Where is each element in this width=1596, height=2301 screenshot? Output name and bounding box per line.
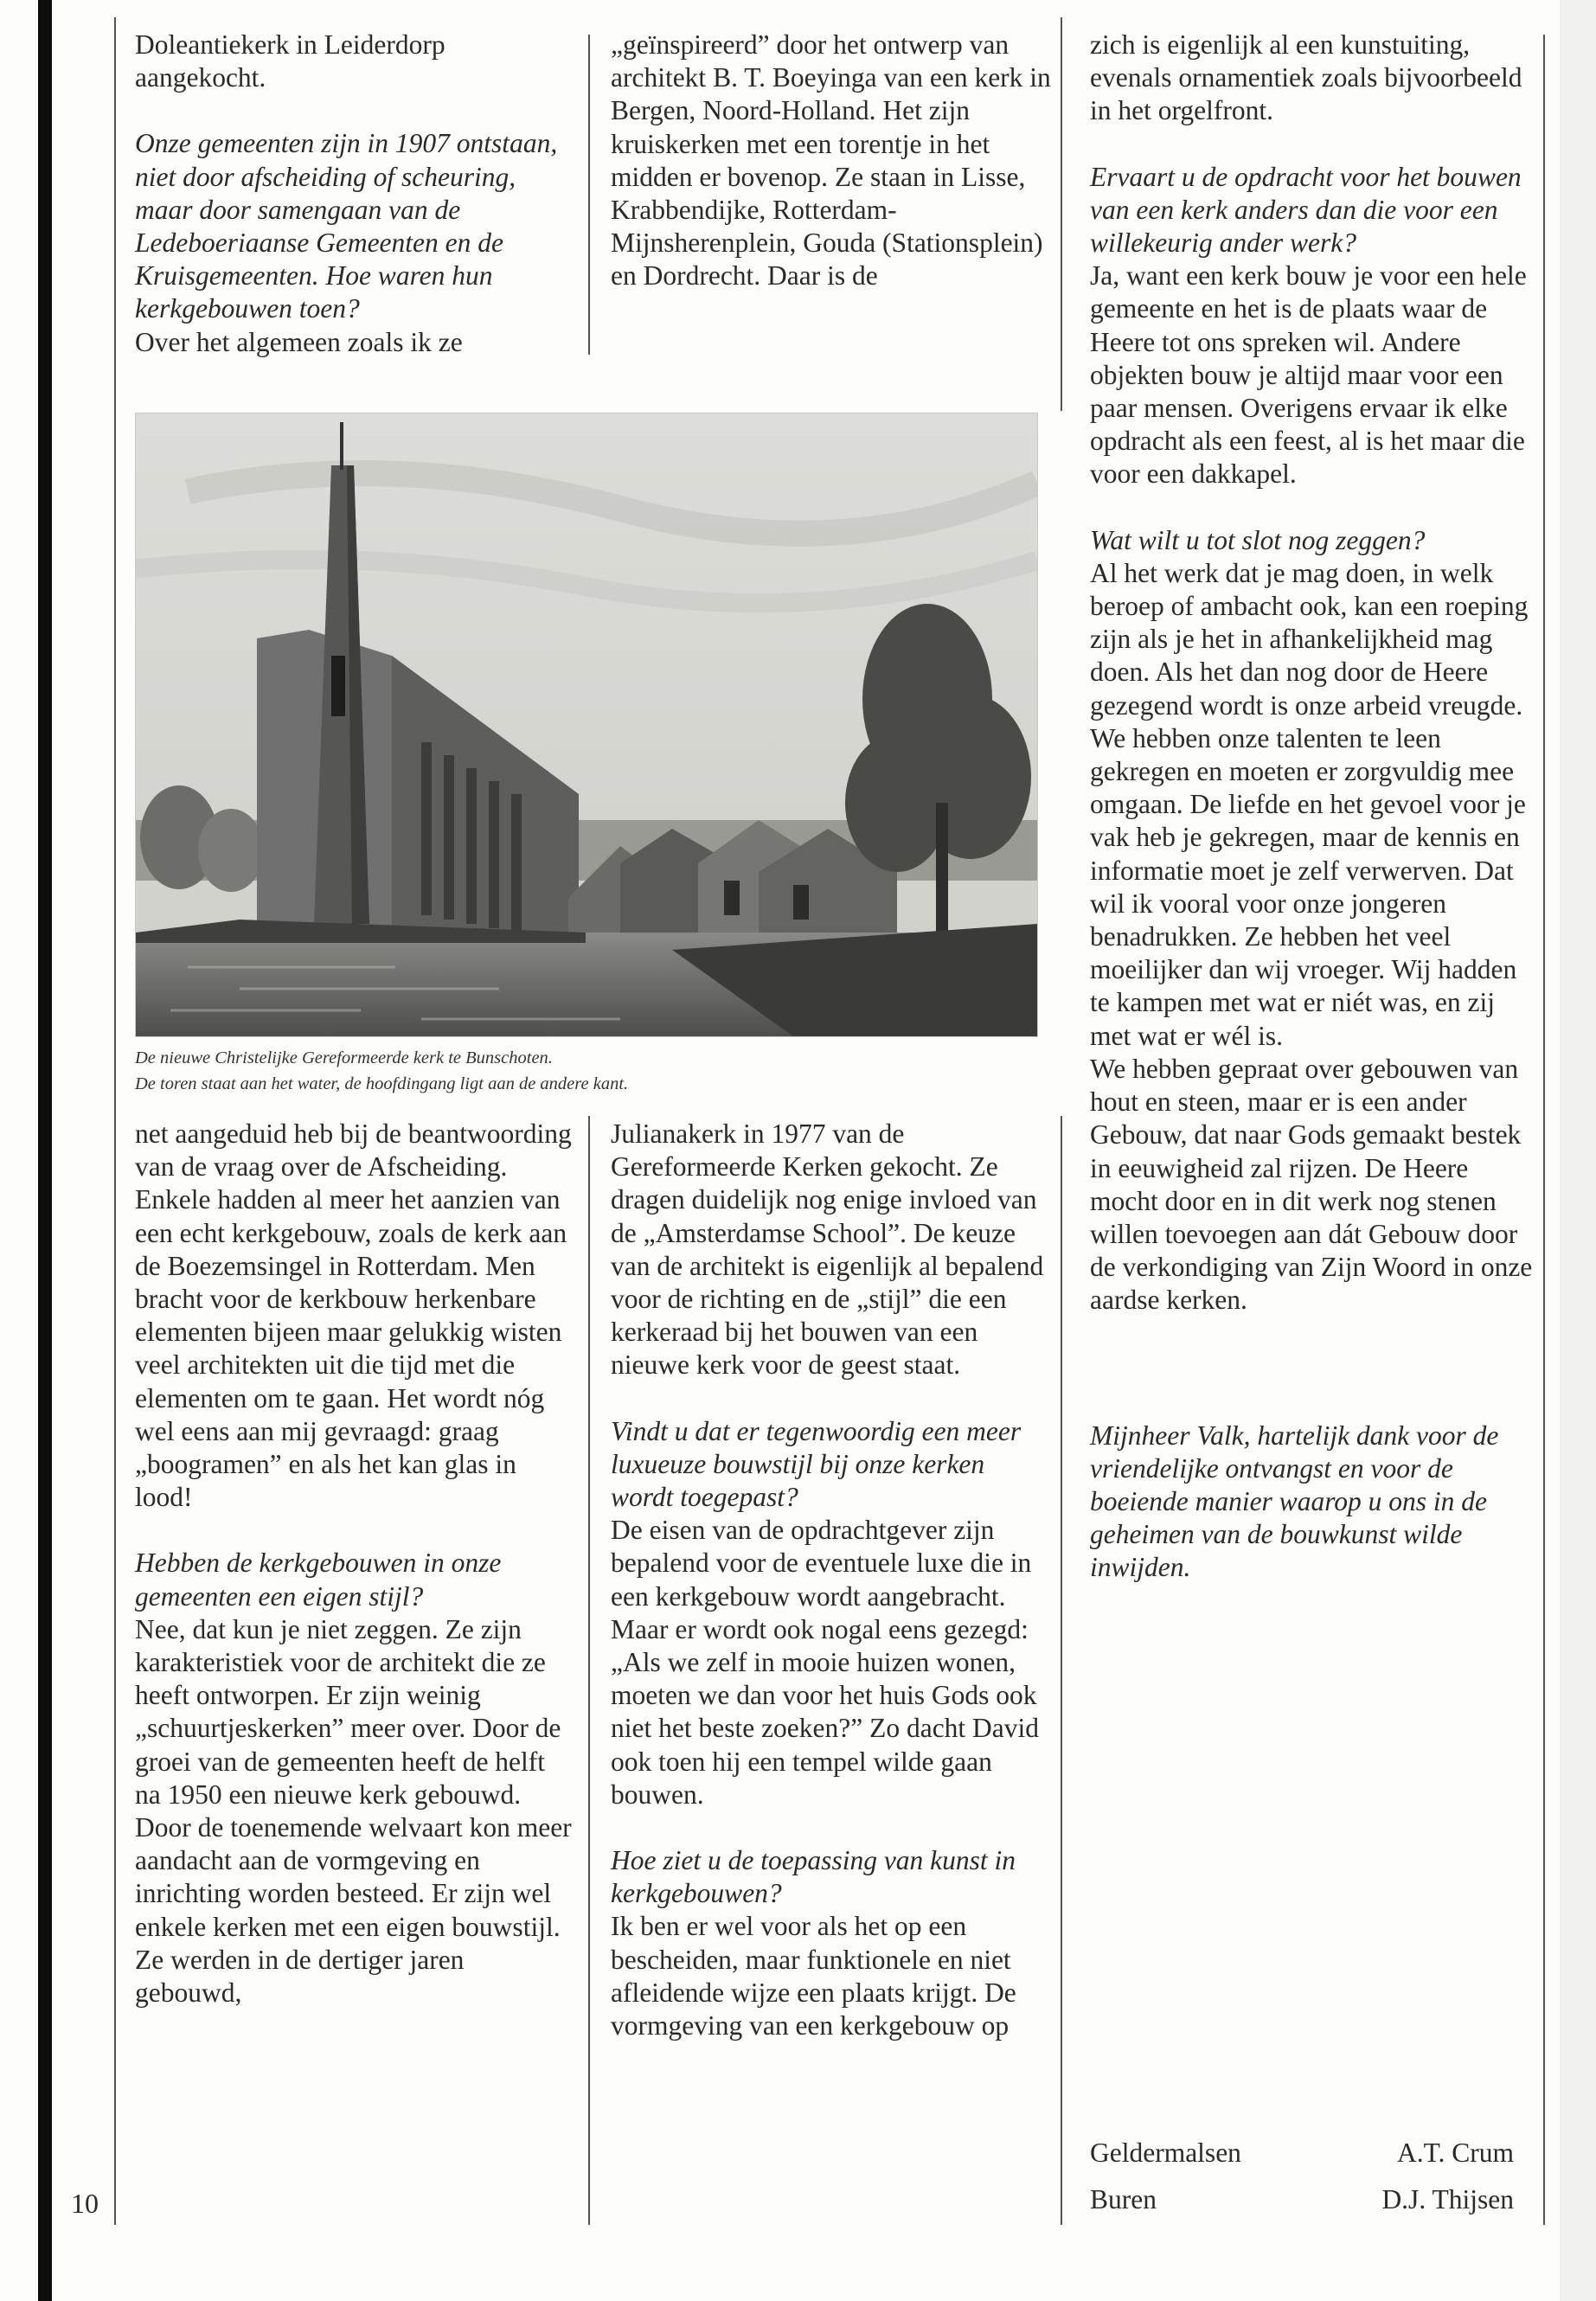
- church-illustration: [135, 413, 1038, 1037]
- scan-edge-right: [1560, 0, 1596, 2301]
- interview-question: Hebben de kerkgebouwen in onze gemeenten een eigen stijl?: [135, 1548, 502, 1612]
- paragraph: [1090, 161, 1533, 491]
- church-drawing: [136, 413, 1037, 1036]
- column-2-top: [611, 29, 1052, 293]
- column-1-bottom: [135, 1118, 576, 2009]
- column-rule-2-top: [1061, 17, 1062, 411]
- interview-answer: Al het werk dat je mag doen, in welk beroep of ambacht ook, kan een roeping zijn als je het in afhankelijkheid mag doen. Als het dan nog door de Heere gezegend wordt is onze arbeid vreugde. We hebben onze talenten te leen gekregen en moeten er zorgvuldig mee omgaan. De liefde en het gevoel voor je vak heb je gekregen, maar de kennis en informatie moet je zelf verwerven. Dat wil ik vooral voor onze jongeren benadrukken. Ze hebben het veel moeilijker dan wij vroeger. Wij hadden te kampen met wat er niét was, en zij met wat er wél is. We hebben gepraat over gebouwen van hout en steen, maar er is een ander Gebouw, dat naar Gods gemaakt bestek in eeuwigheid zal rijzen. De Heere mocht door en in dit werk nog stenen willen toevoegen aan dát Gebouw door de verkondiging van Zijn Woord in onze aardse kerken.: [1090, 557, 1533, 1316]
- column-rule-left: [114, 17, 116, 2225]
- paragraph: [135, 29, 576, 94]
- column-2-bottom: [611, 1118, 1052, 2042]
- figure-caption: [135, 1045, 1052, 1097]
- interview-question: Wat wilt u tot slot nog zeggen?: [1090, 524, 1426, 555]
- paragraph: [611, 1118, 1052, 1382]
- column-1-top: [135, 29, 576, 359]
- closing-thanks: [1090, 1420, 1533, 1585]
- paragraph: [611, 1844, 1052, 2042]
- body-text: Doleantiekerk in Leiderdorp aangekocht.: [135, 29, 445, 93]
- page-number: 10: [71, 2188, 99, 2219]
- paragraph: [611, 29, 1052, 293]
- column-3: [1090, 29, 1533, 1585]
- interview-answer: De eisen van de opdrachtgever zijn bepalend voor de eventuele luxe die in een kerkgebouw wordt aangebracht. Maar er wordt ook nogal eens gezegd: „Als we zelf in mooie huizen wonen, moeten we dan voor het huis Gods ook niet het beste zoeken?” Zo dacht David ook toen hij een tempel wilde gaan bouwen.: [611, 1515, 1040, 1810]
- interview-answer: Nee, dat kun je niet zeggen. Ze zijn karakteristiek voor de architekt die ze heeft ontworpen. Er zijn weinig „schuurtjeskerken” meer over. Door de groei van de gemeenten heeft de helft na 1950 een nieuwe kerk gebouwd. Door de toenemende welvaart kon meer aandacht aan de vormgeving en inrichting worden besteed. Er zijn wel enkele kerken met een eigen bouwstijl. Ze werden in de dertiger jaren gebouwd,: [135, 1613, 572, 2009]
- body-text: zich is eigenlijk al een kunstuiting, evenals ornamentiek zoals bijvoorbeeld in het orgelfront.: [1090, 29, 1522, 126]
- paragraph: [135, 127, 576, 358]
- column-rule-right: [1543, 35, 1545, 2225]
- scan-edge-left: [38, 0, 52, 2301]
- caption-line: De toren staat aan het water, de hoofdingang ligt aan de andere kant.: [135, 1074, 629, 1093]
- interview-answer: Ja, want een kerk bouw je voor een hele gemeente en het is de plaats waar de Heere tot ons spreken wil. Andere objekten bouw je altijd maar voor een paar mensen. Overigens ervaar ik elke opdracht als een feest, al is het maar die voor een dakkapel.: [1090, 260, 1527, 490]
- caption-line: De nieuwe Christelijke Gereformeerde kerk te Bunschoten.: [135, 1048, 553, 1067]
- interview-question: Hoe ziet u de toepassing van kunst in kerkgebouwen?: [611, 1845, 1016, 1909]
- body-text: „geïnspireerd” door het ontwerp van architekt B. T. Boeyinga van een kerk in Bergen, Noord-Holland. Het zijn kruiskerken met een torentje in het midden er bovenop. Ze staan in Lisse, Krabbendijke, Rotterdam-Mijnsherenplein, Gouda (Stationsplein) en Dordrecht. Daar is de: [611, 29, 1051, 292]
- body-text: net aangeduid heb bij de beantwoording van de vraag over de Afscheiding. Enkele hadden al meer het aanzien van een echt kerkgebouw, zoals de kerk aan de Boezemsingel in Rotterdam. Men bracht voor de kerkbouw herkenbare elementen bijeen maar gelukkig wisten veel architekten uit die tijd met die elementen om te gaan. Het wordt nóg wel eens aan mij gevraagd: graag „boogramen” en als het kan glas in lood!: [135, 1118, 572, 1513]
- signature-name: D.J. Thijsen: [1381, 2184, 1514, 2214]
- paragraph: [611, 1415, 1052, 1811]
- interview-question: Vindt u dat er tegenwoordig een meer luxueuze bouwstijl bij onze kerken wordt toegepast?: [611, 1415, 1022, 1513]
- signature-name: A.T. Crum: [1396, 2138, 1514, 2168]
- paragraph: [135, 1118, 576, 1514]
- body-text: Julianakerk in 1977 van de Gereformeerde Kerken gekocht. Ze dragen duidelijk nog enige invloed van de „Amsterdamse School”. De keuze van de architekt is eigenlijk al bepalend voor de richting en de „stijl” die een kerkeraad bij het bouwen van een nieuwe kerk voor de geest staat.: [611, 1118, 1044, 1381]
- column-rule-1-top: [588, 35, 590, 355]
- closing-thanks-text: Mijnheer Valk, hartelijk dank voor de vriendelijke ontvangst en voor de boeiende manier waarop u ons in de geheimen van de bouwkunst wilde inwijden.: [1090, 1420, 1499, 1583]
- interview-answer: Ik ben er wel voor als het op een bescheiden, maar funktionele en niet afleidende wijze een plaats krijgt. De vormgeving van een kerkgebouw op: [611, 1911, 1016, 2041]
- column-rule-1-bottom: [588, 1116, 590, 2225]
- interview-question: Ervaart u de opdracht voor het bouwen van een kerk anders dan die voor een willekeurig ander werk?: [1090, 161, 1522, 259]
- interview-question: Onze gemeenten zijn in 1907 ontstaan, niet door afscheiding of scheuring, maar door samengaan van de Ledeboeriaanse Gemeenten en de Kruisgemeenten. Hoe waren hun kerkgebouwen toen?: [135, 128, 558, 324]
- paragraph: [1090, 29, 1533, 128]
- paragraph: [135, 1547, 576, 2009]
- paragraph: [1090, 524, 1533, 1317]
- signature-place: Buren: [1090, 2184, 1157, 2214]
- signature-place: Geldermalsen: [1090, 2138, 1241, 2168]
- column-rule-2-bottom: [1061, 1116, 1062, 2225]
- interview-answer: Over het algemeen zoals ik ze: [135, 326, 463, 357]
